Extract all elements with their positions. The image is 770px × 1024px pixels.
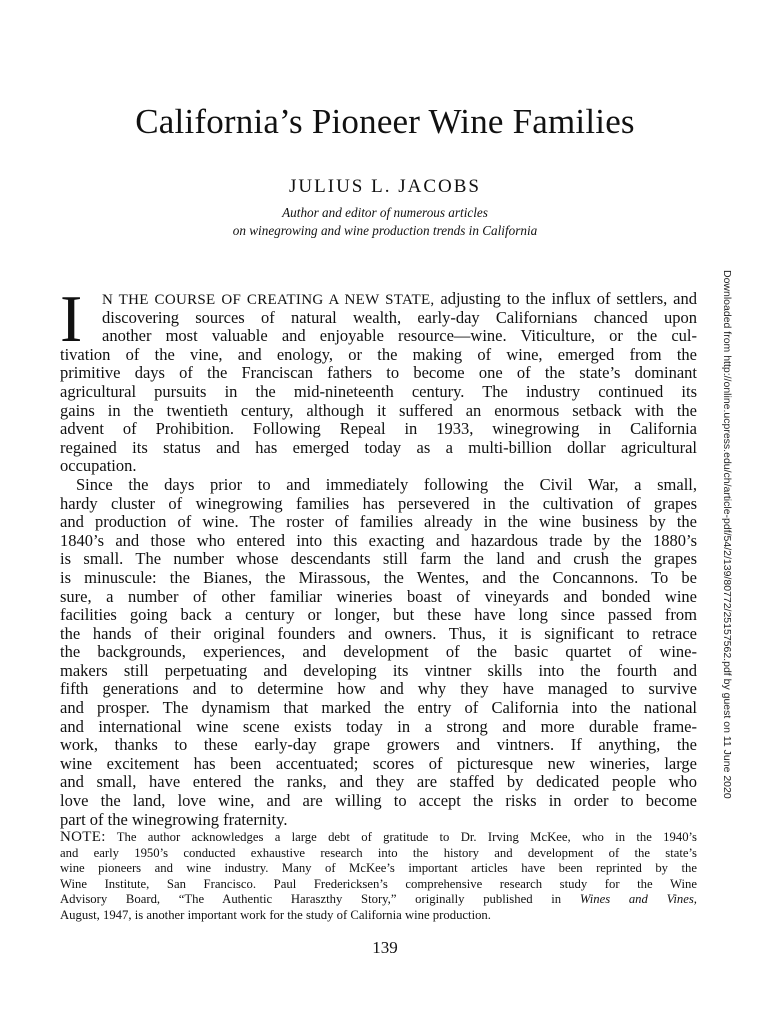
body-line: 1840’s and those who entered into this exacting and hazardous trade by the 1880’s: [60, 531, 697, 550]
body-line: discovering sources of natural wealth, early-day Californians chanced upon: [102, 308, 697, 327]
body-line: tivation of the vine, and enology, or the making of wine, emerged from the: [60, 345, 697, 364]
drop-cap: I: [60, 282, 83, 356]
body-line: primitive days of the Franciscan fathers to become one of the state’s dominant: [60, 364, 697, 383]
body-line: makers still perpetuating and developing its vintner skills into the fourth and: [60, 661, 697, 680]
affiliation-line: Author and editor of numerous articles: [282, 205, 488, 220]
note-line: NOTE: The author acknowledges a large debt of gratitude to Dr. Irving McKee, who in the 1940’s: [60, 830, 697, 845]
body-line: and international wine scene exists today in a strong and more durable frame-: [60, 717, 697, 736]
note-line: August, 1947, is another important work for the study of California wine production.: [60, 907, 491, 922]
body-line: and small, have entered the ranks, and they are staffed by dedicated people who: [60, 773, 697, 792]
body-line: the hands of their original founders and owners. Thus, it is significant to retrace: [60, 624, 697, 643]
body-line: love the land, love wine, and are willing to accept the risks in order to become: [60, 792, 697, 811]
note-label: NOTE:: [60, 830, 106, 845]
body-line: sure, a number of other familiar wineries boast of vineyards and bonded wine: [60, 587, 697, 606]
note-line: Wine Institute, San Francisco. Paul Fredericksen’s comprehensive research study for the Wine: [60, 876, 697, 891]
author-name: JULIUS L. JACOBS: [289, 176, 481, 197]
body-line: occupation.: [60, 456, 137, 476]
body-line: and production of wine. The roster of families already in the wine business by the: [60, 513, 697, 532]
page-number: 139: [372, 938, 398, 957]
note-italic-title: Wines and Vines,: [579, 892, 697, 906]
lead-in: N THE COURSE OF CREATING A NEW STATE,: [102, 292, 435, 308]
author-note: [60, 830, 697, 923]
body-line: N THE COURSE OF CREATING A NEW STATE, adjusting to the influx of settlers, and: [102, 290, 697, 308]
article-title: California’s Pioneer Wine Families: [135, 102, 635, 141]
body-line: fifth generations and to determine how and why they have managed to survive: [60, 680, 697, 699]
body-line: agricultural pursuits in the mid-nineteenth century. The industry continued its: [60, 382, 697, 401]
download-watermark: [719, 270, 735, 799]
body-line: regained its status and has emerged today as a multi-billion dollar agricultural: [60, 438, 697, 457]
author-affiliation: [60, 204, 710, 240]
body-line: wine excitement has been accentuated; scores of picturesque new wineries, large: [60, 754, 697, 773]
body-line: gains in the twentieth century, although it suffered an enormous setback with the: [60, 401, 697, 420]
body-line: the backgrounds, experiences, and development of the basic quartet of wine-: [60, 643, 697, 662]
body-line: facilities going back a century or longer, but these have long since passed from: [60, 606, 697, 625]
body-line: advent of Prohibition. Following Repeal in 1933, winegrowing in California: [60, 420, 697, 439]
body-line: another most valuable and enjoyable resource—wine. Viticulture, or the cul-: [102, 327, 697, 346]
note-line: and early 1950’s conducted exhaustive research into the history and development of the state’s: [60, 845, 697, 860]
body-line: and prosper. The dynamism that marked the entry of California into the national: [60, 699, 697, 718]
body-line: part of the winegrowing fraternity.: [60, 809, 288, 829]
note-line: Advisory Board, “The Authentic Haraszthy Story,” originally published in Wines and Vines,: [60, 892, 697, 906]
body-line: Since the days prior to and immediately following the Civil War, a small,: [76, 475, 697, 494]
affiliation-line: on winegrowing and wine production trends in California: [232, 223, 538, 238]
body-line: work, thanks to these early-day grape growers and vintners. If anything, the: [60, 736, 697, 755]
body-line: is minuscule: the Bianes, the Mirassous, the Wentes, and the Concannons. To be: [60, 568, 697, 587]
body-line: hardy cluster of winegrowing families has persevered in the cultivation of grapes: [60, 494, 697, 513]
download-watermark-text: Downloaded from http://online.ucpress.edu/ch/article-pdf/54/2/139/80772/25157562.pdf by guest on 11 June 2020: [721, 270, 733, 799]
article-body: [60, 282, 697, 829]
body-line: is small. The number whose descendants still farm the land and crush the grapes: [60, 550, 697, 569]
note-line: wine pioneers and wine industry. Many of McKee’s important articles have been reprinted by the: [60, 861, 697, 875]
